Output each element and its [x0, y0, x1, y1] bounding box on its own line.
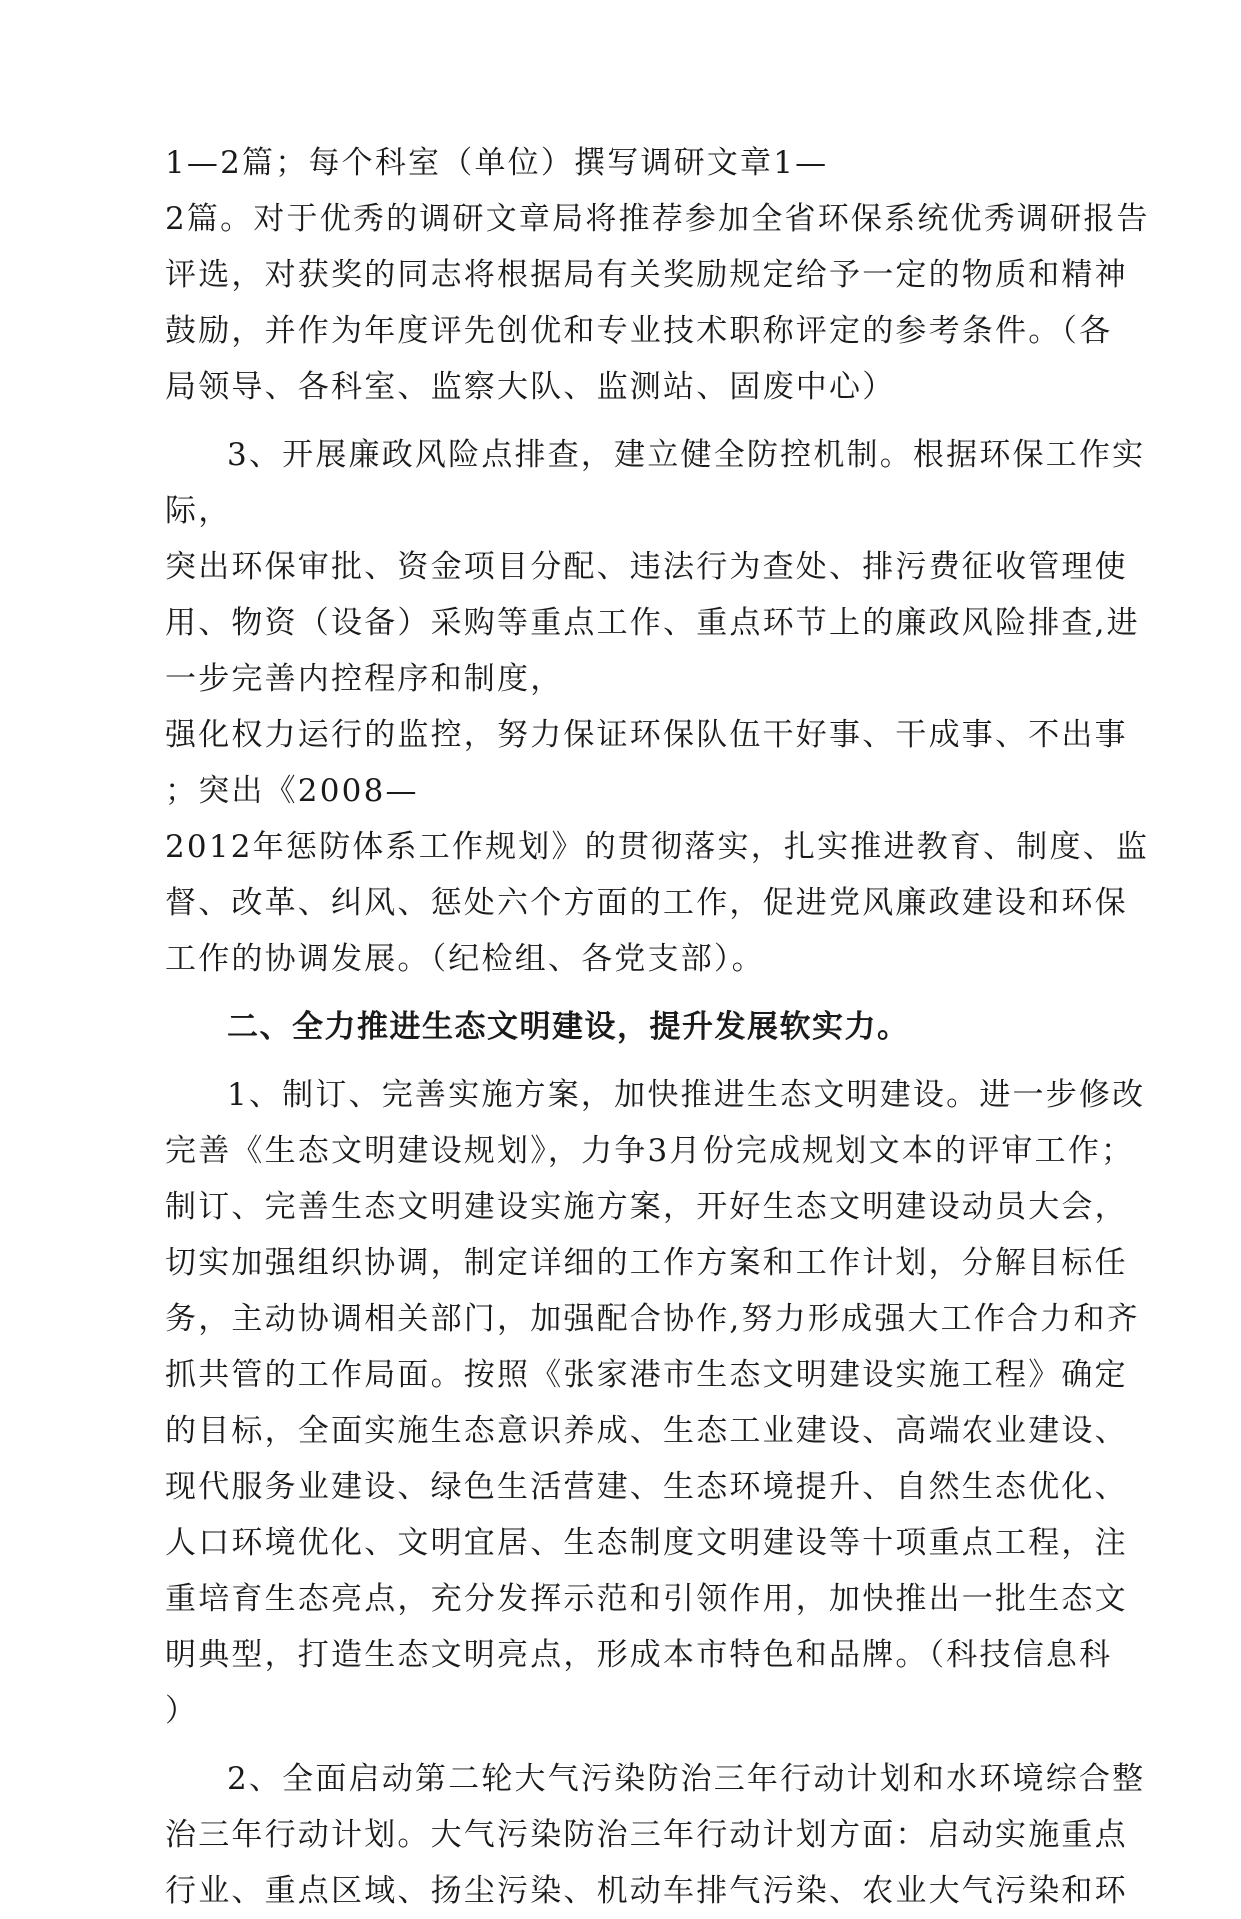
text-line: 督、改革、纠风、惩处六个方面的工作，促进党风廉政建设和环保: [165, 885, 1128, 921]
text-line: 突出环保审批、资金项目分配、违法行为查处、排污费征收管理使: [165, 549, 1128, 585]
text-line: 2、全面启动第二轮大气污染防治三年行动计划和水环境综合整: [227, 1761, 1146, 1797]
text-line: 3、开展廉政风险点排查，建立健全防控机制。根据环保工作实: [227, 437, 1146, 473]
paragraph-gap: [165, 1055, 1085, 1067]
text-line: 评选，对获奖的同志将根据局有关奖励规定给予一定的物质和精神: [165, 257, 1128, 293]
text-line: 工作的协调发展。（纪检组、各党支部）。: [165, 941, 765, 977]
text-line: 治三年行动计划。大气污染防治三年行动计划方面：启动实施重点: [165, 1817, 1128, 1853]
section-heading: 二、全力推进生态文明建设，提升发展软实力。: [227, 1009, 910, 1045]
text-line: 人口环境优化、文明宜居、生态制度文明建设等十项重点工程，注: [165, 1525, 1128, 1561]
text-line: 鼓励，并作为年度评先创优和专业技术职称评定的参考条件。（各: [165, 313, 1113, 349]
text-line: 1—2篇；每个科室（单位）撰写调研文章1—: [165, 145, 829, 181]
text-line: 际，: [165, 493, 232, 529]
text-line: 局领导、各科室、监察大队、监测站、固废中心）: [165, 369, 896, 405]
text-line: 现代服务业建设、绿色生活营建、生态环境提升、自然生态优化、: [165, 1469, 1128, 1505]
text-line: 切实加强组织协调，制定详细的工作方案和工作计划，分解目标任: [165, 1245, 1128, 1281]
document-body: [165, 135, 1150, 1919]
text-line: 用、物资（设备）采购等重点工作、重点环节上的廉政风险排查,进: [165, 605, 1140, 641]
paragraph-gap: [165, 1739, 1085, 1751]
text-line: ；突出《2008—: [165, 773, 419, 809]
text-line: ）: [165, 1693, 199, 1729]
text-line: 制订、完善生态文明建设实施方案，开好生态文明建设动员大会，: [165, 1189, 1128, 1225]
text-line: 重培育生态亮点，充分发挥示范和引领作用，加快推出一批生态文: [165, 1581, 1128, 1617]
paragraph-gap: [165, 987, 1085, 999]
text-line: 完善《生态文明建设规划》，力争3月份完成规划文本的评审工作；: [165, 1133, 1135, 1169]
text-line: 务，主动协调相关部门，加强配合协作,努力形成强大工作合力和齐: [165, 1301, 1140, 1337]
text-line: 2012年惩防体系工作规划》的贯彻落实，扎实推进教育、制度、监: [165, 829, 1150, 865]
text-line: 强化权力运行的监控，努力保证环保队伍干好事、干成事、不出事: [165, 717, 1128, 753]
text-line: 一步完善内控程序和制度，: [165, 661, 564, 697]
text-line: 明典型，打造生态文明亮点，形成本市特色和品牌。（科技信息科: [165, 1637, 1113, 1673]
text-line: 1、制订、完善实施方案，加快推进生态文明建设。进一步修改: [227, 1077, 1146, 1113]
text-line: 行业、重点区域、扬尘污染、机动车排气污染、农业大气污染和环: [165, 1873, 1128, 1909]
text-line: 2篇。对于优秀的调研文章局将推荐参加全省环保系统优秀调研报告: [165, 201, 1150, 237]
text-line: 的目标，全面实施生态意识养成、生态工业建设、高端农业建设、: [165, 1413, 1128, 1449]
paragraph-gap: [165, 415, 1085, 427]
text-line: 抓共管的工作局面。按照《张家港市生态文明建设实施工程》确定: [165, 1357, 1128, 1393]
